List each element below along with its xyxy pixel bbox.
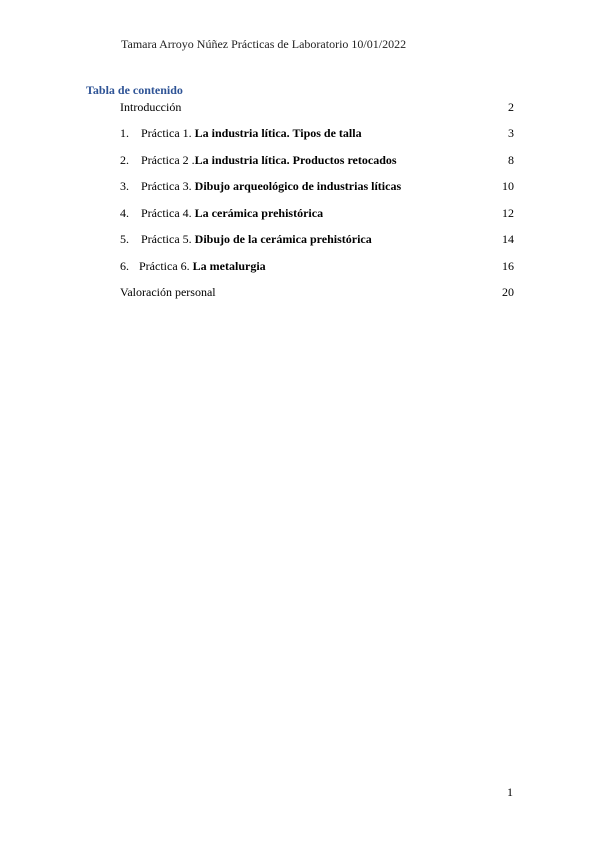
toc-entry-title: La industria lítica. Tipos de talla [194, 126, 362, 140]
toc-entry-label: Valoración personal [120, 285, 216, 299]
toc-entry-title: Dibujo arqueológico de industrias líticas [194, 179, 402, 193]
toc-entry-number: 4. [120, 206, 129, 220]
toc-entry-practica-5[interactable] [120, 232, 514, 247]
toc-entry-practica-2[interactable] [120, 153, 514, 168]
toc-entry-prefix: Práctica 6. [139, 259, 193, 273]
toc-entry-prefix: Práctica 1. [141, 126, 195, 140]
page-number: 1 [507, 785, 513, 799]
toc-entry-valoracion-personal[interactable] [120, 285, 514, 300]
toc-entry-number: 2. [120, 153, 129, 167]
toc-entry-practica-3[interactable] [120, 179, 514, 194]
toc-entry-title: La metalurgia [192, 259, 266, 273]
toc-entry-page: 12 [502, 206, 514, 220]
toc-entry-prefix: Práctica 5. [141, 232, 195, 246]
toc-entry-number: 5. [120, 232, 129, 246]
toc-entry-page: 16 [502, 259, 514, 273]
page-header: Tamara Arroyo Núñez Prácticas de Laboratorio 10/01/2022 [121, 37, 407, 51]
toc-entry-practica-6[interactable] [120, 259, 514, 274]
toc-entry-practica-4[interactable] [120, 206, 514, 221]
toc-entry-page: 8 [508, 153, 514, 167]
toc-entry-prefix: Práctica 2 . [141, 153, 195, 167]
toc-entry-introduccion[interactable] [120, 100, 514, 115]
toc-entry-page: 2 [508, 100, 514, 114]
toc-entry-practica-1[interactable] [120, 126, 514, 141]
toc-entry-number: 6. [120, 259, 129, 273]
toc-entry-number: 3. [120, 179, 129, 193]
toc-entry-title: Dibujo de la cerámica prehistórica [194, 232, 372, 246]
toc-entry-page: 10 [502, 179, 514, 193]
toc-entry-number: 1. [120, 126, 129, 140]
toc-entry-prefix: Práctica 4. [141, 206, 195, 220]
toc-entry-page: 14 [502, 232, 514, 246]
toc-entry-page: 20 [502, 285, 514, 299]
toc-entry-title: La cerámica prehistórica [194, 206, 324, 220]
toc-entry-prefix: Práctica 3. [141, 179, 195, 193]
toc-title: Tabla de contenido [86, 83, 183, 97]
toc-entry-page: 3 [508, 126, 514, 140]
toc-entry-title: La industria lítica. Productos retocados [194, 153, 397, 167]
toc-entry-label: Introducción [120, 100, 182, 114]
